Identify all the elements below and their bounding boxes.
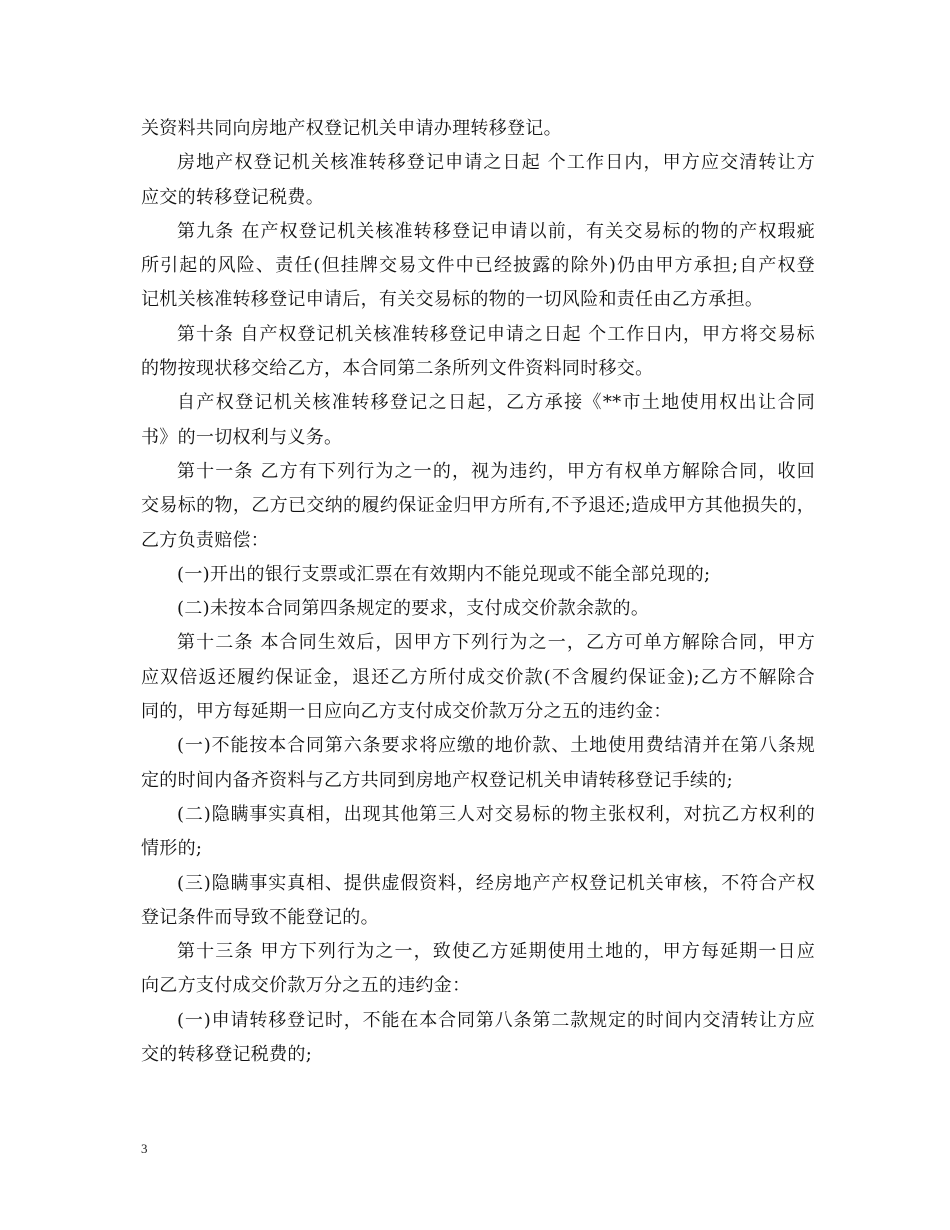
text-line: 情形的; (141, 838, 203, 860)
text-line: 第十二条 本合同生效后，因甲方下列行为之一，乙方可单方解除合同，甲方 (177, 632, 815, 654)
text-line: 第十条 自产权登记机关核准转移登记申请之日起 个工作日内，甲方将交易标 (177, 323, 815, 345)
text-line: 同的，甲方每延期一日应向乙方支付成交价款万分之五的违约金： (141, 701, 672, 723)
text-line: 应双倍返还履约保证金，退还乙方所付成交价款(不含履约保证金);乙方不解除合 (141, 666, 815, 688)
text-line: 所引起的风险、责任(但挂牌交易文件中已经披露的除外)仍由甲方承担;自产权登 (141, 255, 815, 277)
text-line: (一)申请转移登记时，不能在本合同第八条第二款规定的时间内交清转让方应 (177, 1009, 815, 1031)
text-line: (二)未按本合同第四条规定的要求，支付成交价款余款的。 (177, 598, 650, 620)
text-line: 记机关核准转移登记申请后，有关交易标的物的一切风险和责任由乙方承担。 (141, 289, 764, 311)
text-line: (一)开出的银行支票或汇票在有效期内不能兑现或不能全部兑现的; (177, 563, 711, 585)
text-line: 第十一条 乙方有下列行为之一的，视为违约，甲方有权单方解除合同，收回 (177, 460, 815, 482)
text-line: 交易标的物，乙方已交纳的履约保证金归甲方所有,不予退还;造成甲方其他损失的， (141, 495, 815, 517)
text-line: 交的转移登记税费的; (141, 1044, 313, 1066)
text-line: 向乙方支付成交价款万分之五的违约金： (141, 975, 471, 997)
text-line: 应交的转移登记税费。 (141, 186, 324, 208)
text-line: 房地产权登记机关核准转移登记申请之日起 个工作日内，甲方应交清转让方 (177, 152, 815, 174)
page-number: 3 (141, 1141, 148, 1156)
text-line: 定的时间内备齐资料与乙方共同到房地产权登记机关申请转移登记手续的; (141, 769, 733, 791)
paragraph (141, 455, 815, 558)
text-line: 第九条 在产权登记机关核准转移登记申请以前，有关交易标的物的产权瑕疵 (177, 220, 815, 242)
paragraph (141, 592, 815, 626)
text-line: 登记条件而导致不能登记的。 (141, 906, 379, 928)
paragraph (141, 112, 815, 146)
document-body (141, 112, 815, 1072)
paragraph (141, 386, 815, 455)
text-line: (一)不能按本合同第六条要求将应缴的地价款、土地使用费结清并在第八条规 (177, 735, 815, 757)
paragraph (141, 935, 815, 1004)
text-line: 第十三条 甲方下列行为之一，致使乙方延期使用土地的，甲方每延期一日应 (177, 941, 815, 963)
paragraph (141, 558, 815, 592)
text-line: (二)隐瞒事实真相，出现其他第三人对交易标的物主张权利，对抗乙方权利的 (177, 803, 815, 825)
text-line: 乙方负责赔偿： (141, 529, 270, 551)
paragraph (141, 626, 815, 729)
text-line: 书》的一切权利与义务。 (141, 426, 343, 448)
paragraph (141, 215, 815, 318)
paragraph (141, 867, 815, 936)
paragraph (141, 1004, 815, 1073)
paragraph (141, 318, 815, 387)
text-line: 关资料共同向房地产权登记机关申请办理转移登记。 (141, 118, 562, 139)
text-line: (三)隐瞒事实真相、提供虚假资料，经房地产产权登记机关审核，不符合产权 (177, 872, 815, 894)
paragraph (141, 146, 815, 215)
text-line: 的物按现状移交给乙方，本合同第二条所列文件资料同时移交。 (141, 358, 654, 380)
paragraph (141, 798, 815, 867)
paragraph (141, 729, 815, 798)
text-line: 自产权登记机关核准转移登记之日起，乙方承接《**市土地使用权出让合同 (177, 392, 815, 414)
